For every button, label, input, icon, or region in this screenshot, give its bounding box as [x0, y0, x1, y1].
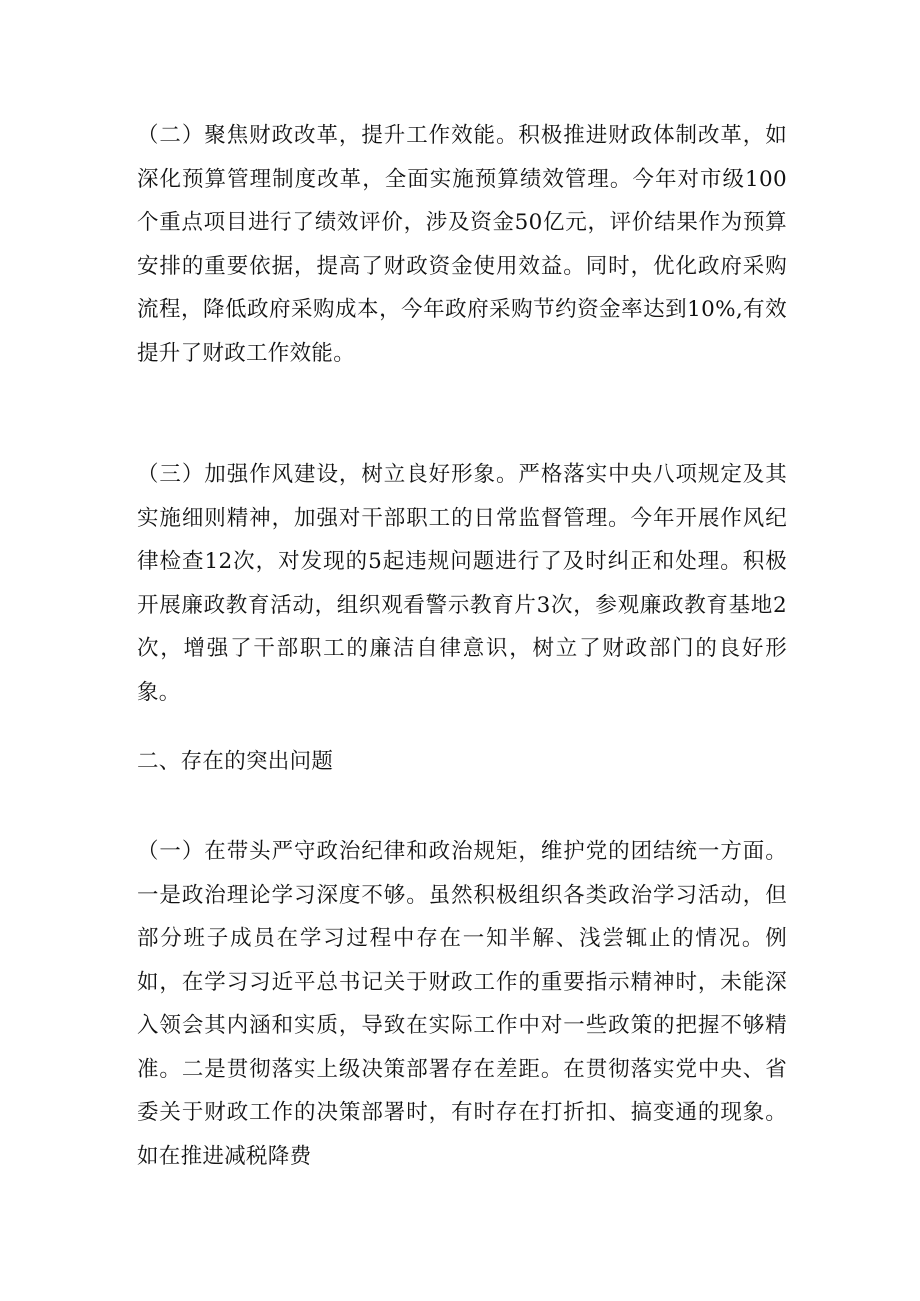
paragraph-fiscal-reform: （二）聚焦财政改革，提升工作效能。积极推进财政体制改革，如深化预算管理制度改革，全面实施预算绩效管理。今年对市级100个重点项目进行了绩效评价，涉及资金50亿元，评价结果作为预算安排的重要依据，提高了财政资金使用效益。同时，优化政府采购流程，降低政府采购成本，今年政府采购节约资金率达到10%,有效提升了财政工作效能。	[137, 123, 787, 366]
section-heading: 二、存在的突出问题	[137, 749, 334, 774]
paragraph-political-discipline: （一）在带头严守政治纪律和政治规矩，维护党的团结统一方面。一是政治理论学习深度不够。虽然积极组织各类政治学习活动，但部分班子成员在学习过程中存在一知半解、浅尝辄止的情况。例如，在学习习近平总书记关于财政工作的重要指示精神时，未能深入领会其内涵和实质，导致在实际工作中对一些政策的把握不够精准。二是贯彻落实上级决策部署存在差距。在贯彻落实党中央、省委关于财政工作的决策部署时，有时存在打折扣、搞变通的现象。如在推进减税降费	[137, 839, 787, 1169]
paragraph-work-style: （三）加强作风建设，树立良好形象。严格落实中央八项规定及其实施细则精神，加强对干部职工的日常监督管理。今年开展作风纪律检查12次，对发现的5起违规问题进行了及时纠正和处理。积极开展廉政教育活动，组织观看警示教育片3次，参观廉政教育基地2次，增强了干部职工的廉洁自律意识，树立了财政部门的良好形象。	[137, 462, 787, 705]
